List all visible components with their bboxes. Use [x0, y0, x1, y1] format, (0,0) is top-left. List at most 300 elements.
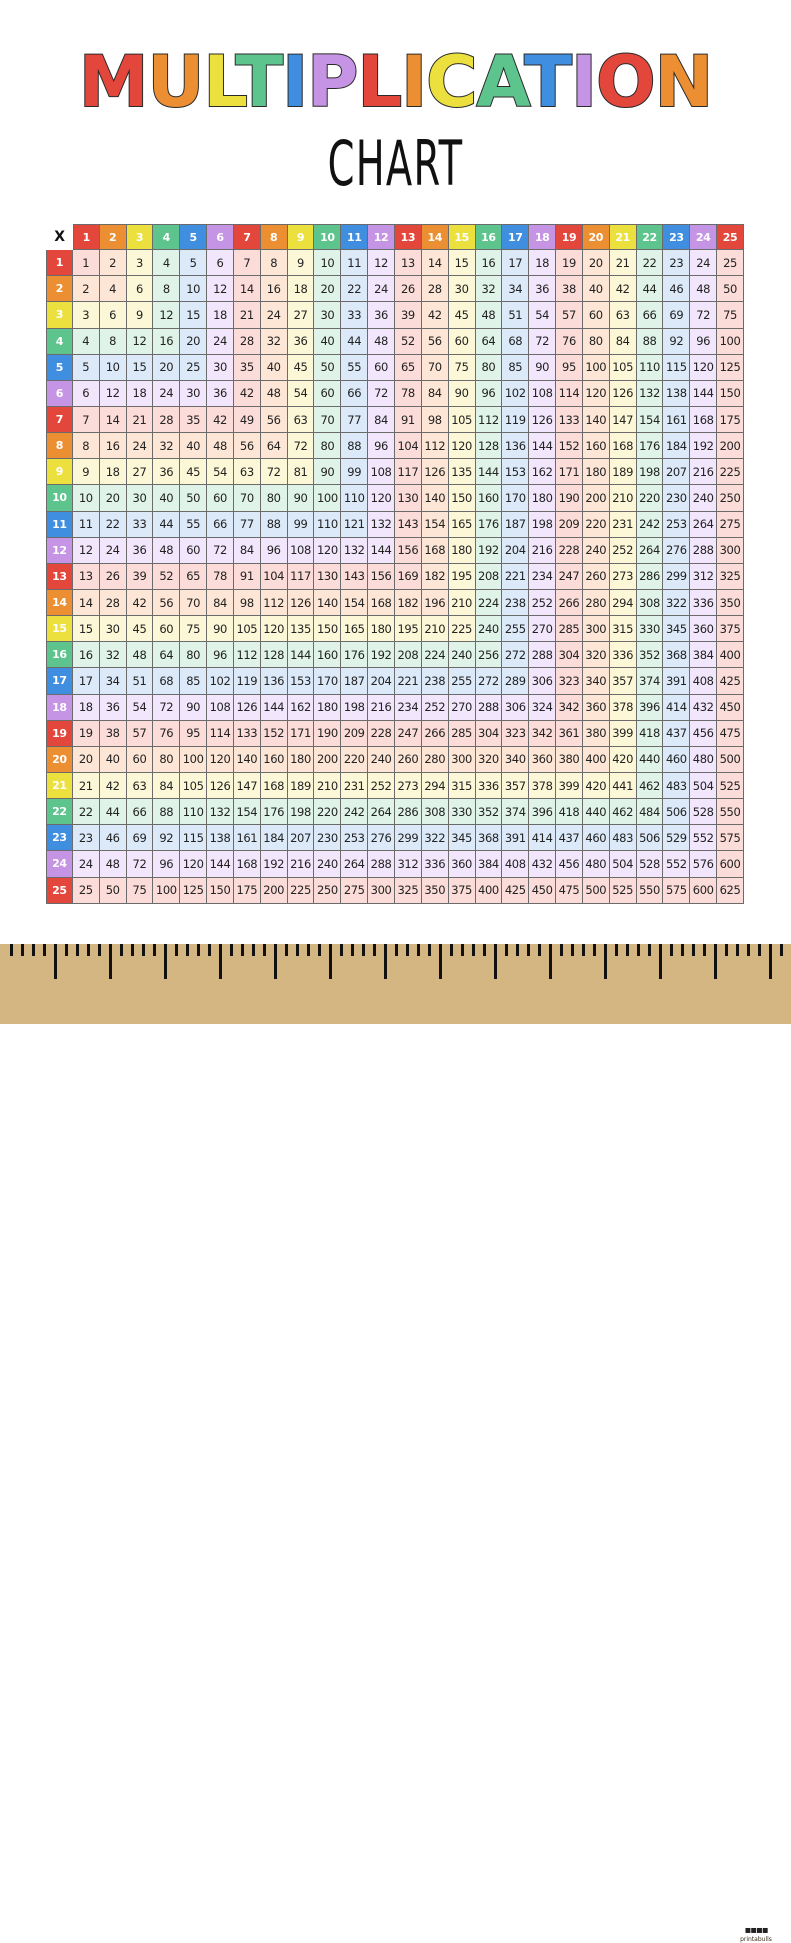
table-cell: 88	[637, 329, 664, 355]
table-cell: 20	[180, 329, 207, 355]
printabulls-logo	[734, 1925, 778, 1943]
table-cell: 252	[610, 538, 637, 564]
table-cell: 299	[663, 564, 690, 590]
table-cell: 187	[502, 512, 529, 538]
table-cell: 99	[288, 512, 315, 538]
table-cell: 221	[502, 564, 529, 590]
table-cell: 100	[583, 355, 610, 381]
table-cell: 23	[663, 250, 690, 276]
table-cell: 25	[73, 878, 100, 904]
ruler-major-tick	[714, 944, 717, 979]
ruler-minor-tick	[571, 944, 574, 956]
table-cell: 66	[127, 799, 154, 825]
ruler-minor-tick	[615, 944, 618, 956]
table-cell: 64	[476, 329, 503, 355]
table-cell: 391	[502, 825, 529, 851]
table-cell: 140	[583, 407, 610, 433]
table-cell: 396	[529, 799, 556, 825]
table-cell: 154	[422, 512, 449, 538]
table-cell: 8	[73, 433, 100, 459]
table-cell: 384	[476, 851, 503, 877]
table-cell: 20	[314, 276, 341, 302]
table-cell: 36	[100, 695, 127, 721]
table-cell: 12	[153, 302, 180, 328]
table-cell: 7	[234, 250, 261, 276]
table-cell: 308	[637, 590, 664, 616]
table-cell: 294	[422, 773, 449, 799]
table-cell: 180	[314, 695, 341, 721]
table-cell: 190	[556, 485, 583, 511]
table-cell: 128	[476, 433, 503, 459]
table-cell: 150	[717, 381, 744, 407]
table-cell: 100	[314, 485, 341, 511]
table-cell: 72	[529, 329, 556, 355]
table-cell: 88	[341, 433, 368, 459]
table-cell: 168	[261, 773, 288, 799]
table-cell: 312	[690, 564, 717, 590]
table-cell: 132	[637, 381, 664, 407]
table-cell: 475	[717, 721, 744, 747]
table-cell: 420	[610, 747, 637, 773]
table-cell: 104	[261, 564, 288, 590]
table-cell: 32	[153, 433, 180, 459]
table-cell: 6	[207, 250, 234, 276]
table-cell: 216	[288, 851, 315, 877]
ruler-major-tick	[439, 944, 442, 979]
table-cell: 168	[610, 433, 637, 459]
table-cell: 13	[395, 250, 422, 276]
table-cell: 228	[368, 721, 395, 747]
table-cell: 105	[610, 355, 637, 381]
ruler-major-tick	[604, 944, 607, 979]
row-header: 8	[46, 433, 73, 459]
table-cell: 40	[153, 485, 180, 511]
table-cell: 126	[207, 773, 234, 799]
table-cell: 32	[476, 276, 503, 302]
table-cell: 80	[583, 329, 610, 355]
table-cell: 374	[502, 799, 529, 825]
table-cell: 280	[422, 747, 449, 773]
table-cell: 98	[234, 590, 261, 616]
table-cell: 48	[690, 276, 717, 302]
table-cell: 192	[261, 851, 288, 877]
table-cell: 72	[127, 851, 154, 877]
table-cell: 165	[449, 512, 476, 538]
table-cell: 80	[476, 355, 503, 381]
table-cell: 150	[449, 485, 476, 511]
table-cell: 9	[73, 459, 100, 485]
table-cell: 238	[422, 668, 449, 694]
table-cell: 27	[127, 459, 154, 485]
table-cell: 391	[663, 668, 690, 694]
table-cell: 128	[261, 642, 288, 668]
table-cell: 90	[288, 485, 315, 511]
ruler-minor-tick	[32, 944, 35, 956]
row-header: 19	[46, 721, 73, 747]
table-cell: 368	[663, 642, 690, 668]
table-cell: 72	[368, 381, 395, 407]
table-cell: 112	[234, 642, 261, 668]
row-header: 7	[46, 407, 73, 433]
ruler-minor-tick	[670, 944, 673, 956]
table-cell: 210	[449, 590, 476, 616]
table-cell: 144	[207, 851, 234, 877]
table-cell: 54	[529, 302, 556, 328]
table-cell: 242	[341, 799, 368, 825]
table-cell: 12	[73, 538, 100, 564]
table-cell: 78	[207, 564, 234, 590]
ruler-decoration	[0, 944, 791, 1943]
table-cell: 500	[583, 878, 610, 904]
table-cell: 72	[261, 459, 288, 485]
table-cell: 264	[690, 512, 717, 538]
title-letter: I	[401, 41, 427, 123]
table-cell: 374	[637, 668, 664, 694]
table-cell: 5	[180, 250, 207, 276]
table-cell: 120	[583, 381, 610, 407]
table-cell: 24	[73, 851, 100, 877]
table-cell: 195	[395, 616, 422, 642]
table-cell: 352	[476, 799, 503, 825]
table-cell: 550	[637, 878, 664, 904]
row-header: 4	[46, 329, 73, 355]
table-cell: 1	[73, 250, 100, 276]
ruler-minor-tick	[747, 944, 750, 956]
ruler-minor-tick	[197, 944, 200, 956]
table-cell: 144	[476, 459, 503, 485]
table-cell: 323	[502, 721, 529, 747]
table-cell: 11	[73, 512, 100, 538]
table-cell: 80	[180, 642, 207, 668]
table-cell: 48	[207, 433, 234, 459]
ruler-minor-tick	[43, 944, 46, 956]
table-cell: 315	[610, 616, 637, 642]
table-cell: 306	[529, 668, 556, 694]
ruler-minor-tick	[417, 944, 420, 956]
table-cell: 210	[422, 616, 449, 642]
row-header: 22	[46, 799, 73, 825]
table-cell: 40	[314, 329, 341, 355]
table-cell: 255	[502, 616, 529, 642]
table-cell: 112	[422, 433, 449, 459]
table-cell: 210	[314, 773, 341, 799]
table-cell: 525	[717, 773, 744, 799]
table-cell: 85	[502, 355, 529, 381]
table-cell: 126	[422, 459, 449, 485]
table-cell: 55	[341, 355, 368, 381]
row-header: 5	[46, 355, 73, 381]
title-letter: C	[426, 41, 477, 123]
table-cell: 108	[368, 459, 395, 485]
table-cell: 10	[73, 485, 100, 511]
table-cell: 14	[234, 276, 261, 302]
table-cell: 4	[100, 276, 127, 302]
table-cell: 171	[288, 721, 315, 747]
table-cell: 160	[314, 642, 341, 668]
title-letter: L	[357, 41, 402, 123]
ruler-major-tick	[659, 944, 662, 979]
table-cell: 110	[637, 355, 664, 381]
table-cell: 32	[100, 642, 127, 668]
table-cell: 51	[127, 668, 154, 694]
column-header: 17	[502, 224, 529, 250]
table-cell: 16	[100, 433, 127, 459]
table-cell: 80	[153, 747, 180, 773]
table-cell: 175	[717, 407, 744, 433]
ruler-minor-tick	[692, 944, 695, 956]
table-cell: 119	[502, 407, 529, 433]
table-cell: 95	[180, 721, 207, 747]
table-cell: 38	[556, 276, 583, 302]
table-cell: 272	[502, 642, 529, 668]
table-cell: 28	[422, 276, 449, 302]
table-cell: 2	[73, 276, 100, 302]
table-cell: 221	[395, 668, 422, 694]
ruler-minor-tick	[175, 944, 178, 956]
table-cell: 24	[100, 538, 127, 564]
table-cell: 357	[502, 773, 529, 799]
table-cell: 30	[127, 485, 154, 511]
table-cell: 299	[395, 825, 422, 851]
table-cell: 69	[663, 302, 690, 328]
table-cell: 207	[288, 825, 315, 851]
table-cell: 5	[73, 355, 100, 381]
table-cell: 286	[395, 799, 422, 825]
table-cell: 168	[422, 538, 449, 564]
table-cell: 275	[717, 512, 744, 538]
table-cell: 57	[556, 302, 583, 328]
title-letter: M	[78, 41, 148, 123]
ruler-minor-tick	[725, 944, 728, 956]
table-cell: 378	[610, 695, 637, 721]
table-cell: 70	[314, 407, 341, 433]
table-cell: 2	[100, 250, 127, 276]
ruler-minor-tick	[780, 944, 783, 956]
table-cell: 252	[529, 590, 556, 616]
table-cell: 16	[261, 276, 288, 302]
table-cell: 160	[476, 485, 503, 511]
table-cell: 289	[502, 668, 529, 694]
table-cell: 92	[153, 825, 180, 851]
table-cell: 336	[422, 851, 449, 877]
table-cell: 238	[502, 590, 529, 616]
table-cell: 65	[395, 355, 422, 381]
table-cell: 66	[637, 302, 664, 328]
table-cell: 288	[476, 695, 503, 721]
ruler-minor-tick	[736, 944, 739, 956]
table-cell: 63	[288, 407, 315, 433]
table-cell: 40	[100, 747, 127, 773]
table-cell: 168	[368, 590, 395, 616]
table-cell: 210	[610, 485, 637, 511]
table-cell: 54	[127, 695, 154, 721]
table-cell: 484	[637, 799, 664, 825]
table-cell: 264	[368, 799, 395, 825]
table-cell: 224	[422, 642, 449, 668]
row-header: 15	[46, 616, 73, 642]
table-cell: 120	[314, 538, 341, 564]
table-cell: 112	[261, 590, 288, 616]
table-cell: 84	[368, 407, 395, 433]
column-header: 7	[234, 224, 261, 250]
table-cell: 350	[422, 878, 449, 904]
ruler-minor-tick	[626, 944, 629, 956]
ruler-minor-tick	[230, 944, 233, 956]
table-cell: 54	[288, 381, 315, 407]
table-cell: 198	[529, 512, 556, 538]
ruler-minor-tick	[703, 944, 706, 956]
table-cell: 360	[583, 695, 610, 721]
table-cell: 26	[100, 564, 127, 590]
table-cell: 352	[637, 642, 664, 668]
table-cell: 45	[180, 459, 207, 485]
table-cell: 63	[610, 302, 637, 328]
table-cell: 300	[368, 878, 395, 904]
ruler-minor-tick	[362, 944, 365, 956]
table-cell: 24	[690, 250, 717, 276]
table-cell: 187	[341, 668, 368, 694]
table-cell: 42	[234, 381, 261, 407]
table-cell: 19	[556, 250, 583, 276]
table-cell: 120	[207, 747, 234, 773]
table-cell: 156	[368, 564, 395, 590]
ruler-minor-tick	[307, 944, 310, 956]
table-cell: 90	[529, 355, 556, 381]
table-cell: 360	[449, 851, 476, 877]
ruler-minor-tick	[406, 944, 409, 956]
table-cell: 184	[663, 433, 690, 459]
table-cell: 17	[73, 668, 100, 694]
ruler-minor-tick	[131, 944, 134, 956]
table-cell: 18	[529, 250, 556, 276]
table-cell: 150	[207, 878, 234, 904]
table-cell: 72	[153, 695, 180, 721]
table-cell: 6	[100, 302, 127, 328]
table-cell: 75	[449, 355, 476, 381]
table-cell: 323	[556, 668, 583, 694]
table-cell: 20	[100, 485, 127, 511]
table-cell: 340	[583, 668, 610, 694]
table-cell: 240	[583, 538, 610, 564]
table-cell: 35	[180, 407, 207, 433]
table-cell: 36	[207, 381, 234, 407]
table-cell: 132	[207, 799, 234, 825]
column-header: 23	[663, 224, 690, 250]
table-cell: 264	[637, 538, 664, 564]
table-cell: 12	[100, 381, 127, 407]
table-cell: 528	[637, 851, 664, 877]
ruler-minor-tick	[208, 944, 211, 956]
table-cell: 432	[529, 851, 556, 877]
ruler-minor-tick	[637, 944, 640, 956]
table-cell: 450	[529, 878, 556, 904]
table-cell: 550	[717, 799, 744, 825]
table-cell: 280	[583, 590, 610, 616]
table-cell: 77	[341, 407, 368, 433]
table-cell: 600	[690, 878, 717, 904]
table-cell: 136	[261, 668, 288, 694]
row-header: 23	[46, 825, 73, 851]
ruler-major-tick	[109, 944, 112, 979]
table-cell: 21	[127, 407, 154, 433]
table-cell: 133	[556, 407, 583, 433]
table-cell: 15	[127, 355, 154, 381]
table-cell: 150	[314, 616, 341, 642]
ruler-minor-tick	[681, 944, 684, 956]
table-cell: 28	[234, 329, 261, 355]
table-cell: 16	[73, 642, 100, 668]
ruler-minor-tick	[285, 944, 288, 956]
table-cell: 28	[153, 407, 180, 433]
table-cell: 168	[234, 851, 261, 877]
table-cell: 50	[717, 276, 744, 302]
ruler-major-tick	[494, 944, 497, 979]
table-cell: 230	[663, 485, 690, 511]
table-cell: 78	[395, 381, 422, 407]
table-cell: 176	[476, 512, 503, 538]
table-cell: 270	[529, 616, 556, 642]
table-cell: 144	[690, 381, 717, 407]
table-cell: 22	[73, 799, 100, 825]
table-cell: 17	[502, 250, 529, 276]
table-cell: 9	[288, 250, 315, 276]
row-header: 17	[46, 668, 73, 694]
table-cell: 266	[556, 590, 583, 616]
table-cell: 46	[100, 825, 127, 851]
column-header: 20	[583, 224, 610, 250]
column-header: 5	[180, 224, 207, 250]
table-cell: 152	[261, 721, 288, 747]
table-cell: 396	[637, 695, 664, 721]
table-cell: 147	[610, 407, 637, 433]
table-cell: 200	[717, 433, 744, 459]
table-cell: 231	[341, 773, 368, 799]
table-cell: 100	[717, 329, 744, 355]
column-header: 2	[100, 224, 127, 250]
column-header: 10	[314, 224, 341, 250]
table-cell: 50	[180, 485, 207, 511]
table-cell: 117	[288, 564, 315, 590]
table-cell: 48	[127, 642, 154, 668]
table-cell: 306	[502, 695, 529, 721]
table-cell: 161	[234, 825, 261, 851]
table-cell: 63	[127, 773, 154, 799]
row-header: 20	[46, 747, 73, 773]
table-cell: 208	[395, 642, 422, 668]
table-cell: 60	[153, 616, 180, 642]
table-cell: 22	[341, 276, 368, 302]
table-cell: 25	[180, 355, 207, 381]
table-cell: 184	[261, 825, 288, 851]
column-header: 15	[449, 224, 476, 250]
table-cell: 15	[73, 616, 100, 642]
table-cell: 96	[476, 381, 503, 407]
ruler-major-tick	[274, 944, 277, 979]
table-cell: 143	[341, 564, 368, 590]
table-cell: 400	[476, 878, 503, 904]
table-cell: 450	[717, 695, 744, 721]
table-cell: 80	[314, 433, 341, 459]
table-cell: 175	[234, 878, 261, 904]
table-cell: 336	[690, 590, 717, 616]
table-cell: 84	[153, 773, 180, 799]
table-cell: 91	[395, 407, 422, 433]
table-cell: 198	[341, 695, 368, 721]
table-cell: 120	[368, 485, 395, 511]
column-header: 9	[288, 224, 315, 250]
ruler-major-tick	[329, 944, 332, 979]
ruler-minor-tick	[241, 944, 244, 956]
